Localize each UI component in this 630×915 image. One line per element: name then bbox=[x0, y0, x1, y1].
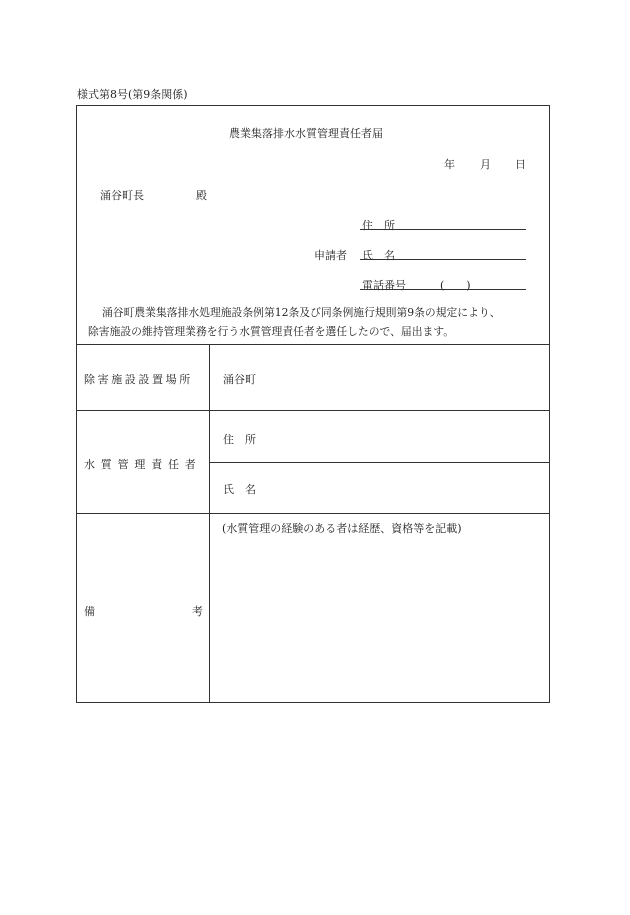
honorific: 殿 bbox=[196, 189, 207, 202]
facility-value: 涌谷町 bbox=[223, 373, 256, 386]
applicant-name-label: 氏 名 bbox=[362, 249, 395, 262]
applicant-phone-label: 電話番号 bbox=[362, 279, 406, 292]
applicant-address-line bbox=[360, 229, 526, 230]
applicant-name-line bbox=[360, 259, 526, 260]
applicant-phone-parens: ( ) bbox=[440, 279, 471, 292]
applicant-phone-line bbox=[360, 289, 526, 290]
remarks-label-left: 備 bbox=[84, 605, 95, 618]
table-top-line bbox=[76, 344, 550, 345]
row-divider-2 bbox=[76, 513, 550, 514]
date-month: 月 bbox=[480, 158, 491, 171]
addressee: 涌谷町長 bbox=[100, 189, 144, 202]
row-divider-1 bbox=[76, 410, 550, 411]
facility-label bbox=[84, 371, 202, 387]
form-title: 農業集落排水水質管理責任者届 bbox=[229, 127, 383, 140]
body-text-line1: 涌谷町農業集落排水処理施設条例第12条及び同条例施行規則第9条の規定により、 bbox=[102, 306, 501, 319]
facility-label-text: 除害施設設置場所 bbox=[84, 373, 193, 386]
form-number: 様式第8号(第9条関係) bbox=[77, 88, 188, 101]
manager-address-label: 住 所 bbox=[223, 433, 256, 446]
applicant-label: 申請者 bbox=[314, 249, 347, 262]
date-year: 年 bbox=[444, 158, 455, 171]
form-frame bbox=[76, 105, 550, 703]
remarks-note: (水質管理の経験のある者は経歴、資格等を記載) bbox=[222, 522, 462, 535]
manager-name-label: 氏 名 bbox=[223, 483, 256, 496]
column-divider bbox=[209, 344, 210, 703]
remarks-label-right: 考 bbox=[192, 605, 203, 618]
applicant-address-label: 住 所 bbox=[362, 219, 395, 232]
row-divider-sub bbox=[209, 462, 550, 463]
manager-label: 水質管理責任者 bbox=[84, 458, 202, 471]
date-day: 日 bbox=[515, 158, 526, 171]
body-text-line2: 除害施設の維持管理業務を行う水質管理責任者を選任したので、届出ます。 bbox=[88, 325, 455, 338]
